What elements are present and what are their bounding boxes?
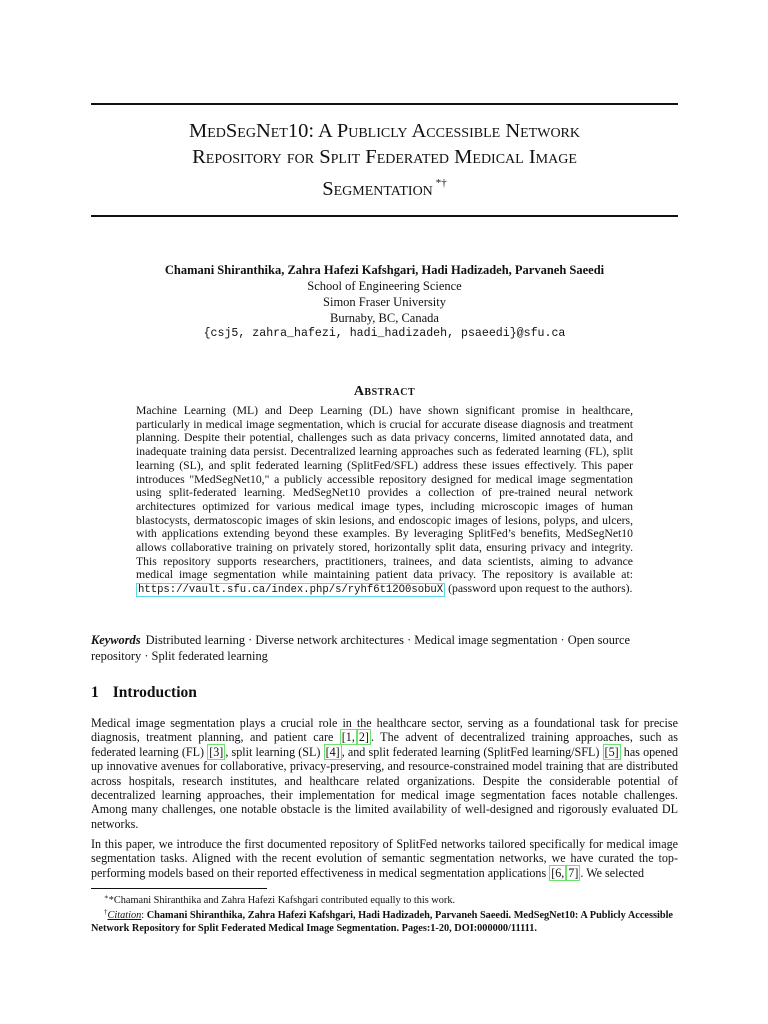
citation-colon: : — [141, 910, 147, 921]
paper-title — [91, 118, 678, 202]
abstract-text: Machine Learning (ML) and Deep Learning (DL) have shown significant promise in healthcare, particularly in medical image segmentation, which is crucial for accurate disease diagnosis and treatment planning. Despite their potential, challenges such as data privacy concerns, limited annotated data, and inadequate training data persist. Decentralized learning approaches such as federated learning (FL), split learning (SL), and split federated learning (SplitFed/SFL) address these issues effectively. This paper introduces "MedSegNet10," a publicly accessible repository designed for medical image segmentation using split-federated learning. MedSegNet10 provides a collection of pre-trained neural network architectures optimized for various medical image types, including microscopic images of human blastocysts, dermatoscopic images of skin lesions, and endoscopic images of lesions, polyps, and ulcers, with applications extending beyond these examples. By leveraging SplitFed’s benefits, MedSegNet10 allows collaborative training on privately stored, horizontally split data, ensuring privacy and integrity. This repository supports researchers, practitioners, trainees, and data scientists, aiming to advance medical image segmentation while maintaining patient data privacy. The repository is available at: — [136, 404, 633, 582]
paragraph-text: . We selected — [580, 865, 644, 880]
citation-link[interactable]: [5] — [604, 744, 619, 759]
citation-link[interactable]: [6, — [551, 865, 565, 880]
footnote-rule — [91, 888, 267, 889]
paragraph-text: Medical image segmentation plays a crucial role in the healthcare sector, serving as a foundational task for precise diagnosis, treatment planning, and patient care — [91, 716, 678, 745]
citation-link[interactable]: [4] — [325, 744, 340, 759]
author-emails: {csj5, zahra_hafezi, hadi_hadizadeh, psaeedi}@sfu.ca — [203, 327, 566, 340]
title-line-1: MedSegNet10: A Publicly Accessible Network — [188, 120, 581, 142]
footnote-citation — [91, 906, 678, 935]
title-footnote-marks: *† — [435, 177, 447, 189]
keywords-label: Keywords — [91, 633, 141, 647]
author-school: School of Engineering Science — [307, 279, 462, 293]
section-heading-introduction — [91, 684, 197, 702]
title-bottom-rule — [91, 215, 678, 217]
repository-link[interactable]: https://vault.sfu.ca/index.php/s/ryhf6t12O0sobuX — [138, 584, 444, 597]
paragraph-text: , and split federated learning (SplitFed learning/SFL) — [341, 744, 603, 759]
abstract-body — [136, 404, 633, 598]
keywords — [91, 633, 678, 664]
abstract-heading: Abstract — [353, 384, 416, 399]
title-line-2: Repository for Split Federated Medical Image — [192, 146, 577, 168]
author-block — [91, 262, 678, 342]
citation-link[interactable]: [1, — [341, 730, 355, 745]
citation-link[interactable]: [3] — [209, 744, 224, 759]
section-title: Introduction — [112, 684, 197, 701]
paragraph-text: has opened up innovative avenues for collaborative, privacy-preserving, and resource-constrained model training that are distributed across hospitals, research institutes, and healthcare related organizations. Despite the considerable potential of decentralized learning approaches, their implementation for medical image segmentation faces notable challenges. Among many challenges, one notable obstacle is the limited availability of well-designed and rigorously evaluated DL networks. — [91, 744, 678, 831]
intro-paragraph-2 — [91, 837, 678, 880]
citation-link[interactable]: 7] — [568, 865, 579, 880]
footnote-mark: ∗ — [104, 893, 109, 901]
intro-paragraph-1 — [91, 716, 678, 831]
paragraph-text: In this paper, we introduce the first documented repository of SplitFed networks tailored specifically for medical image segmentation tasks. Aligned with the recent evolution of semantic segmentation networks, we have curated the top-performing models based on their reported effectiveness in medical segmentation applications — [91, 837, 678, 880]
citation-label: Citation — [107, 910, 142, 921]
section-number: 1 — [91, 684, 99, 701]
title-top-rule — [91, 103, 678, 105]
footnote-text: *Chamani Shiranthika and Zahra Hafezi Kafshgari contributed equally to this work. — [108, 895, 456, 906]
citation-link[interactable]: 2] — [358, 730, 369, 745]
abstract-text-end: (password upon request to the authors). — [445, 582, 633, 596]
title-line-3 — [91, 170, 678, 202]
keywords-text: Distributed learning · Diverse network architectures · Medical image segmentation · Open source repository · Split federated learning — [91, 633, 631, 663]
footnote-mark: † — [104, 908, 108, 916]
paragraph-text: , split learning (SL) — [225, 744, 324, 759]
author-names: Chamani Shiranthika, Zahra Hafezi Kafshgari, Hadi Hadizadeh, Parvaneh Saeedi — [164, 263, 605, 277]
author-location: Burnaby, BC, Canada — [330, 311, 439, 325]
title-line-3-text: Segmentation — [322, 178, 433, 200]
citation-text: Chamani Shiranthika, Zahra Hafezi Kafshgari, Hadi Hadizadeh, Parvaneh Saeedi. MedSegNet10: A Publicly Accessible Network Repository for Split Federated Medical Image Segmentation. Pages:1-20, DOI:000000/11111. — [91, 910, 674, 934]
paragraph-text: . The advent of decentralized training approaches, such as federated learning (FL) — [91, 730, 678, 759]
author-university: Simon Fraser University — [323, 295, 446, 309]
footnote-equal-contribution — [91, 891, 678, 907]
